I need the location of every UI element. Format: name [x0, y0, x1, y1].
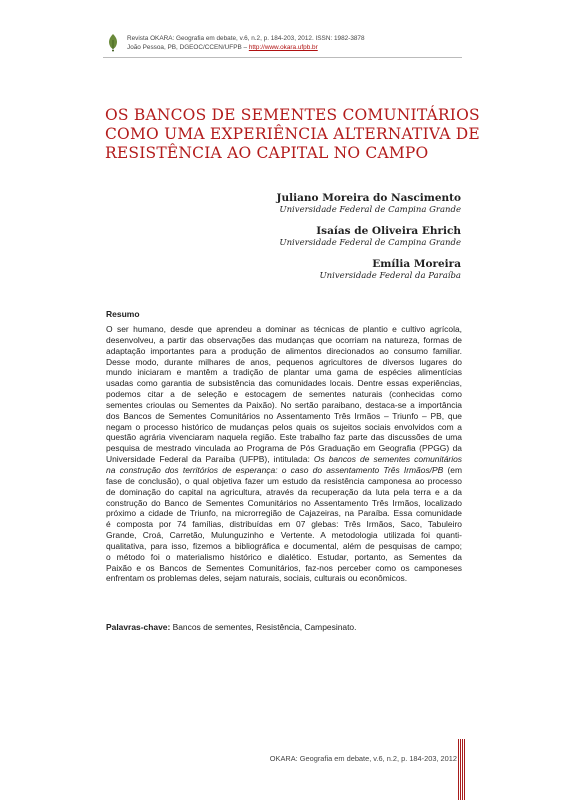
decorative-bar — [460, 739, 461, 800]
journal-citation-line1: Revista OKARA: Geografia em debate, v.6, n.2, p. 184-203, 2012. ISSN: 1982-3878 — [127, 35, 365, 42]
abstract-line: Universidade Federal da Paraíba (UFPB), intitulada: Os bancos de sementes comunitários — [106, 454, 462, 465]
author-entry — [161, 258, 461, 282]
abstract-line: próximo a cidade de Triunfo, na microrregião de Cajazeiras, na Paraíba. Essa comunidade — [106, 508, 462, 519]
abstract-line: Paixão e os Bancos de Sementes Comunitários, faz-nos perceber como os camponeses — [106, 562, 462, 573]
author-name: Emília Moreira — [372, 258, 461, 270]
abstract-line: qualitativa, para isso, fizemos a bibliográfica e documental, além de pesquisas de campo; — [106, 540, 462, 551]
author-list — [161, 192, 461, 291]
keywords-label: Palavras-chave: — [106, 622, 171, 632]
abstract-line: Grande, Croá, Carretão, Mulunguzinho e Vertente. A metodologia utilizada foi quanti- — [106, 530, 462, 541]
abstract-line: de dominação do capital na agricultura, através da recuperação da luta pela terra e a da — [106, 486, 462, 497]
abstract-line: enfrentam os problemas deles, sejam naturais, sociais, culturais ou econômicos. — [106, 573, 408, 584]
journal-link[interactable]: http://www.okara.ufpb.br — [248, 44, 318, 51]
title-line: RESISTÊNCIA AO CAPITAL NO CAMPO — [105, 144, 429, 162]
abstract-line: pesquisa de mestrado vinculada ao Programa de Pós Graduação em Geografia (PPGG) da — [106, 443, 462, 454]
abstract-line: construção do Banco de Sementes Comunitários no Assentamento Três Irmãos, localizado — [106, 497, 462, 508]
author-entry — [161, 192, 461, 216]
keywords-text: Bancos de sementes, Resistência, Campesinato. — [170, 622, 357, 632]
abstract-line: sementes crioulas ou Sementes da Paixão). No sertão paraibano, destaca-se a importância — [106, 399, 462, 410]
header-divider — [103, 57, 462, 58]
abstract-line: é composta por 74 famílias, distribuídas em 07 glebas: Três Irmãos, Saco, Tabuleiro — [106, 519, 462, 530]
abstract-line: questão agrária vivenciaram naquela região. Este trabalho faz parte das discussões de uma — [106, 432, 462, 443]
abstract-body — [106, 324, 462, 584]
keywords — [106, 622, 356, 632]
journal-header — [103, 32, 403, 56]
title-line: COMO UMA EXPERIÊNCIA ALTERNATIVA DE — [105, 125, 480, 143]
abstract-line: o método foi o materialismo histórico e dialético. Estudar, portanto, as Sementes da — [106, 551, 462, 562]
abstract-line: desenvolveu, a partir das observações das mudanças que ocorriam na natureza, formas de — [106, 334, 462, 345]
decorative-bar — [464, 739, 465, 800]
decorative-bar — [462, 739, 463, 800]
author-entry — [161, 225, 461, 249]
author-name: Isaías de Oliveira Ehrich — [316, 225, 461, 237]
abstract-line: negam o processo histórico de mudanças pelos quais os sujeitos sociais envolvidos com a — [106, 421, 462, 432]
author-institution: Universidade Federal de Campina Grande — [279, 238, 461, 248]
page-footer: OKARA: Geografia em debate, v.6, n.2, p. 184-203, 2012 — [269, 754, 457, 763]
footer-decorative-bars — [458, 739, 466, 800]
abstract-line: podemos citar a de seleção e estocagem de sementes naturais (conhecidas como — [106, 389, 462, 400]
author-institution: Universidade Federal de Campina Grande — [279, 205, 461, 215]
article-title — [105, 106, 480, 163]
abstract-line: adaptação importantes para a produção de alimentos direcionados ao consumo familiar. — [106, 345, 462, 356]
journal-logo-icon — [103, 32, 123, 52]
abstract-line: dos Bancos de Sementes Comunitários no Assentamento Três Irmãos – Triunfo – PB, que — [106, 410, 462, 421]
thesis-title: Os bancos de sementes comunitários — [313, 454, 462, 465]
author-name: Juliano Moreira do Nascimento — [276, 192, 461, 204]
journal-citation-line2: João Pessoa, PB, DGEOC/CCEN/UFPB – http://www.okara.ufpb.br — [127, 44, 318, 51]
abstract-line: O ser humano, desde que aprendeu a dominar as técnicas de plantio e cultivo agrícola, — [106, 324, 462, 334]
abstract-line: Desse modo, durante milhares de anos, pequenos agricultores de diversos lugares do — [106, 356, 462, 367]
title-line: OS BANCOS DE SEMENTES COMUNITÁRIOS — [105, 106, 480, 124]
abstract-line: mundo iniciaram e mantêm a tradição de plantar uma gama de espécies alimentícias — [106, 367, 462, 378]
abstract-line: usadas como garantia de subsistência das comunidades locais. Dentre essas experiências, — [106, 378, 462, 389]
journal-citation — [127, 34, 365, 52]
abstract-heading: Resumo — [106, 309, 140, 319]
thesis-title: na construção dos territórios de esperança: o caso do assentamento Três Irmãos/PB — [106, 464, 444, 475]
abstract-line: fase de conclusão), o qual objetiva fazer um estudo da resistência camponesa ao processo — [106, 475, 462, 486]
author-institution: Universidade Federal da Paraíba — [319, 271, 461, 281]
decorative-bar — [458, 739, 459, 800]
abstract-line: na construção dos territórios de esperança: o caso do assentamento Três Irmãos/PB (em — [106, 464, 462, 475]
